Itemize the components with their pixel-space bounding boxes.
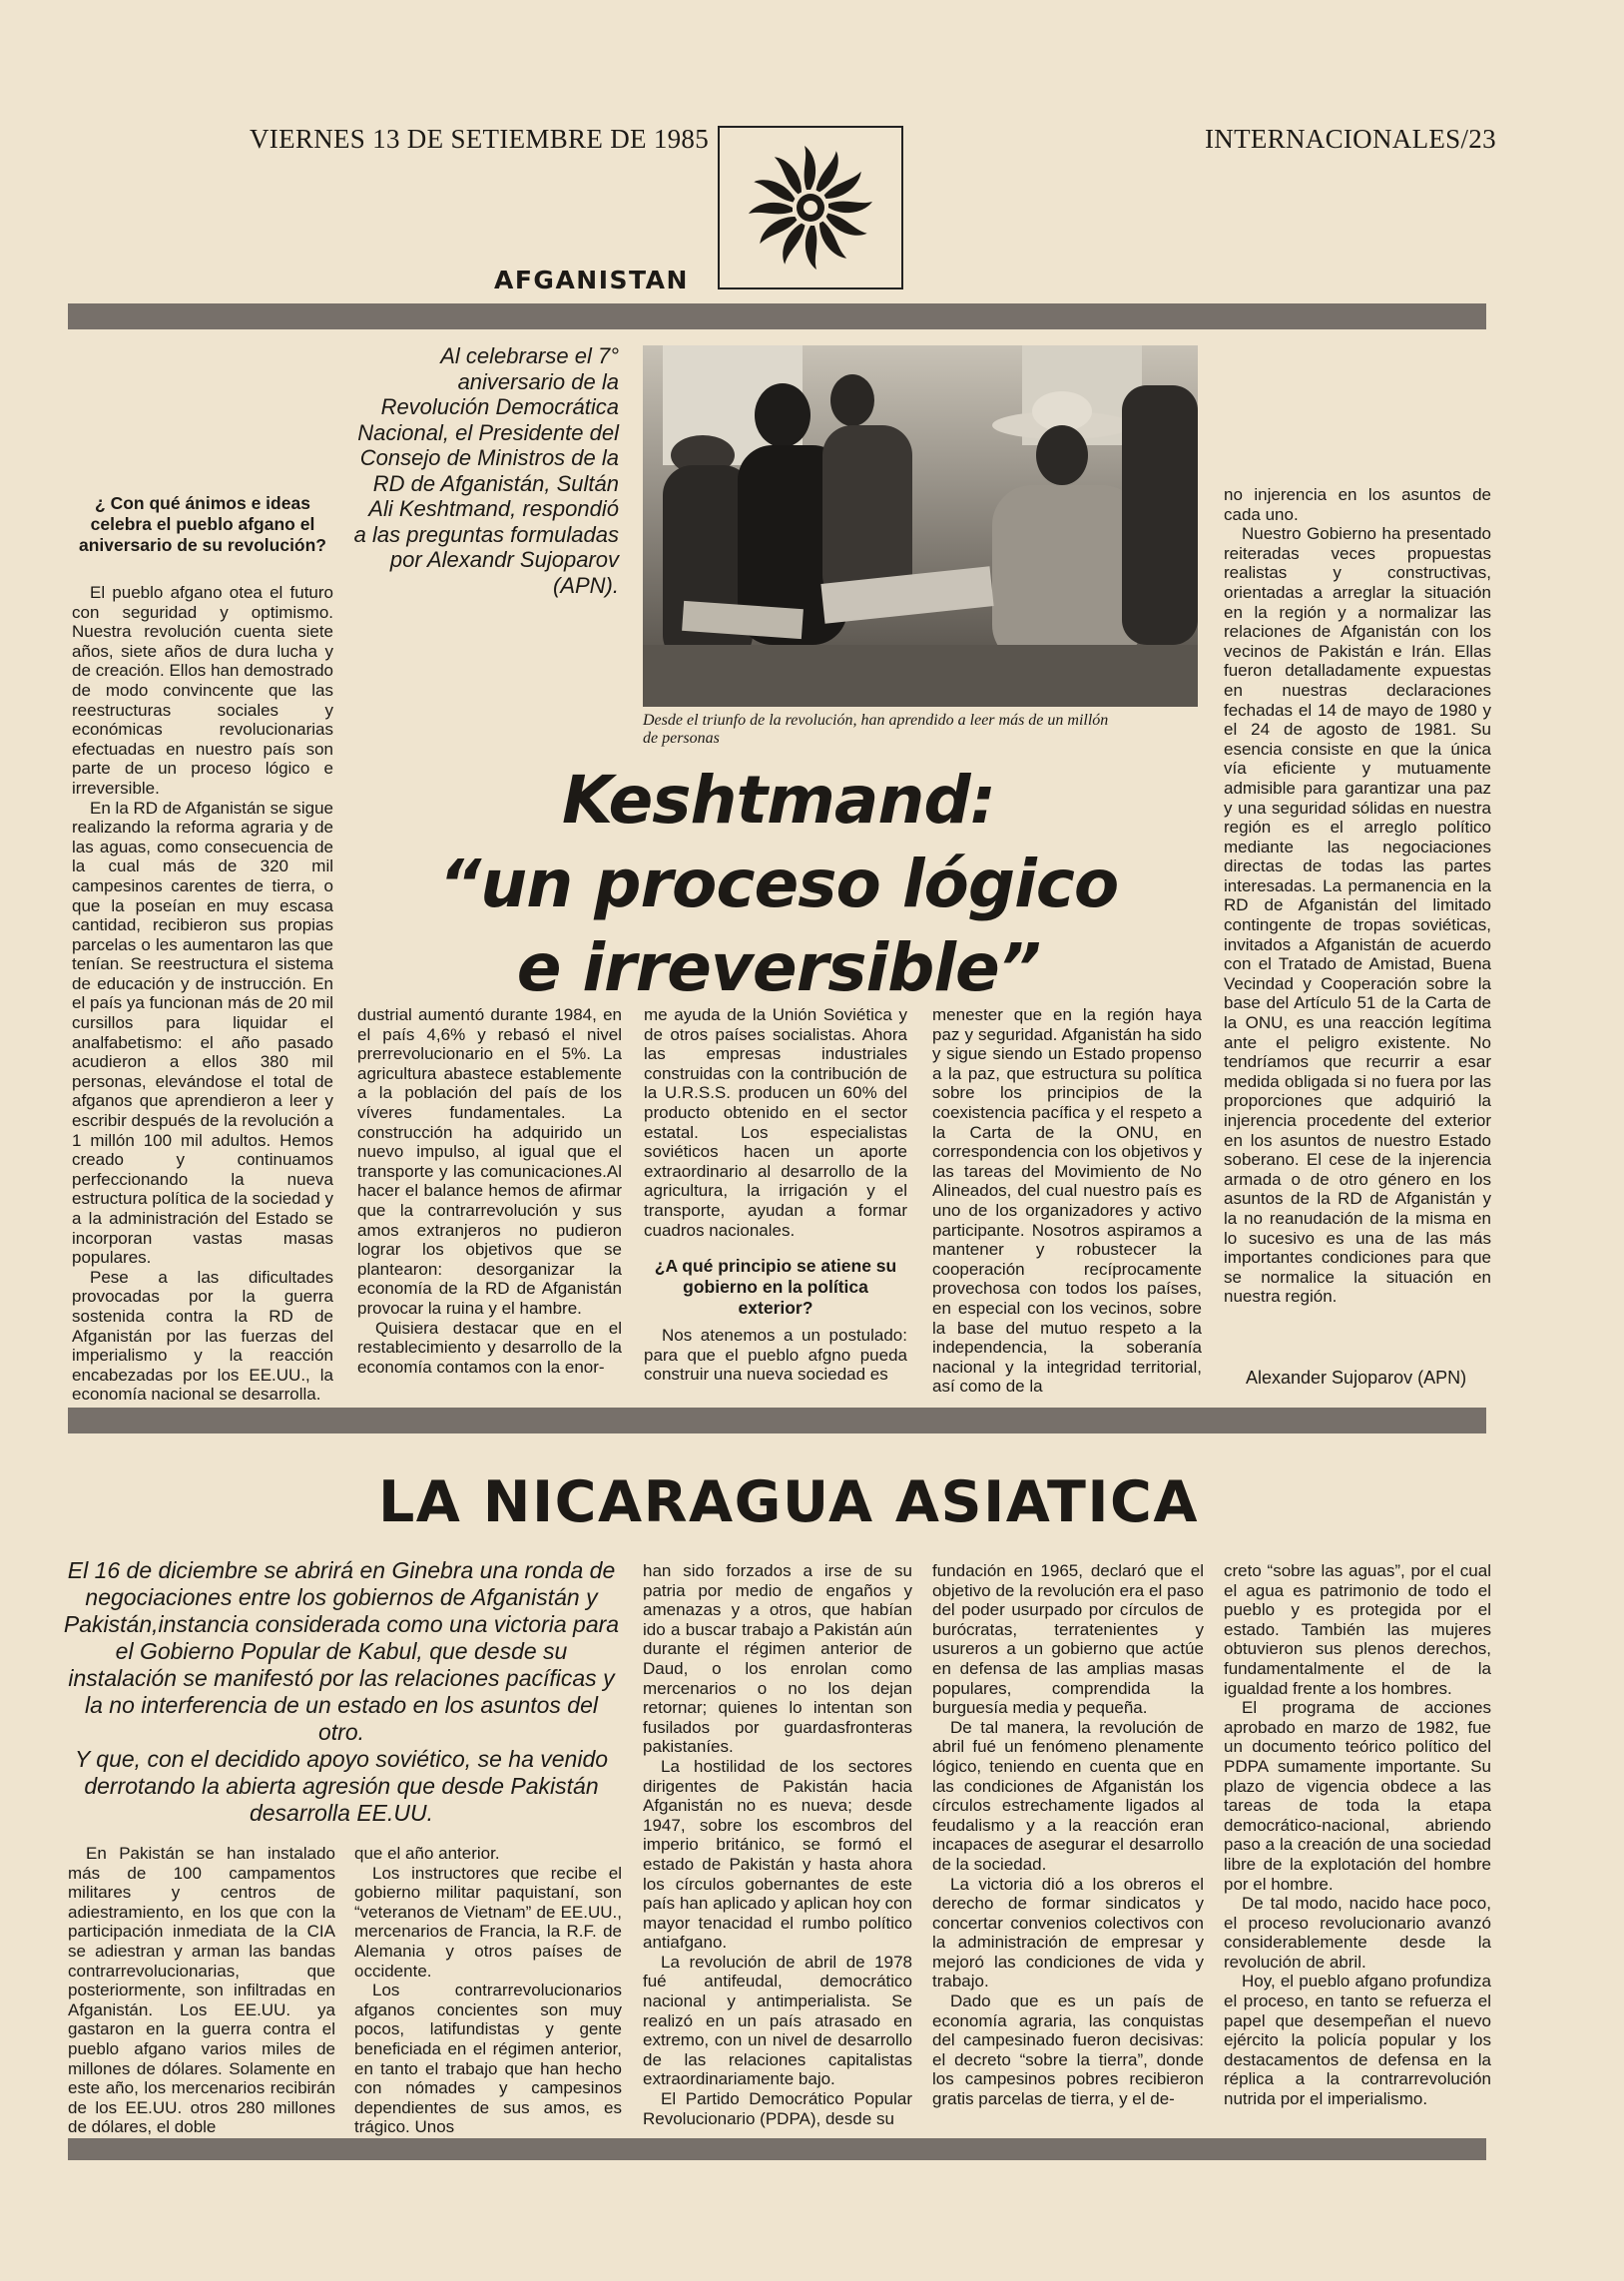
article1-col2 (357, 1005, 622, 1397)
article2-col2 (354, 1844, 622, 2137)
paragraph: Los contrarrevolucionarios afganos concientes son muy pocos, latifundistas y gente beneficiada en el régimen anterior, en tanto el trabajo que han hecho con nómades y campesinos dependientes de sus amos, es trágico. Unos (354, 1981, 622, 2137)
paragraph: Hoy, el pueblo afgano profundiza el proceso, en tanto se refuerza el papel que desempeñan el nuevo ejército la policía popular y los destacamentos de defensa en la réplica a la contrarrevolución nutrida por el imperialismo. (1224, 1972, 1491, 2109)
article2-col4 (932, 1561, 1204, 2133)
lead-paragraph: El 16 de diciembre se abrirá en Ginebra una ronda de negociaciones entre los gobiernos de Afganistán y Pakistán,instancia considerada como una victoria para el Gobierno Popular de Kabul, que desde su instalación se manifestó por las relaciones pacíficas y la no interferencia de un estado en los asuntos del otro. (63, 1557, 620, 1745)
paragraph: Los instructores que recibe el gobierno militar paquistaní, son “veteranos de Vietnam” de EE.UU., mercenarios de Francia, la R.F. de Alemania y otros países de occidente. (354, 1863, 622, 1981)
paragraph: El programa de acciones aprobado en marzo de 1982, fue un documento teórico político del PDPA sumamente importante. Su plazo de vigencia obdece a las tareas de toda la etapa democrático-nacional, abriendo paso a la creación de una sociedad libre de la explotación del hombre por el hombre. (1224, 1698, 1491, 1894)
article2-col5 (1224, 1561, 1491, 2133)
paragraph: En la RD de Afganistán se sigue realizando la reforma agraria y de las aguas, como consecuencia de la cual más de 320 mil campesinos carentes de tierra, o que la poseían en muy escasa cantidad, recibieron sus propias parcelas o les aumentaron las que tenían. Se reestructura el sistema de educación y de instrucción. En el país ya funcionan más de 20 mil cursillos para liquidar el analfabetismo: el año pasado acudieron a ellos 380 mil personas, elevándose el total de afganos que aprendieron a leer y escribir después de la revolución a 1 millón 100 mil adultos. Hemos creado y continuamos perfeccionando la nueva estructura política de la sociedad y a la administración del Estado se incorporan vastas masas populares. (72, 798, 333, 1268)
paragraph: Dado que es un país de economía agraria, las conquistas del campesinado fueron decisivas: el decreto “sobre la tierra”, donde los campesinos pobres recibieron gratis parcelas de tierra, y el de- (932, 1992, 1204, 2109)
middle-rule (68, 1408, 1486, 1433)
paragraph: creto “sobre las aguas”, por el cual el agua es patrimonio de todo el pueblo y es protegida por el estado. También las mujeres obtuvieron sus plenos derechos, fundamentalmente el de la igualdad frente a los hombres. (1224, 1561, 1491, 1698)
emblem-box (718, 126, 903, 289)
headline-line-2: “un proceso lógico (438, 846, 1119, 922)
paragraph: En Pakistán se han instalado más de 100 campamentos militares y centros de adiestramiento, en los que con la participación inmediata de la CIA se adiestran y arman las bandas contrarrevolucionarias, que posteriormente, son infiltradas en Afganistán. Los EE.UU. ya gastaron en la guerra contra el pueblo afgano varios miles de millones de dólares. Solamente en este año, los mercenarios recibirán de los EE.UU. otros 280 millones de dólares, el doble (68, 1844, 335, 2137)
headline-line-3: e irreversible” (516, 929, 1041, 1006)
paragraph: menester que en la región haya paz y seguridad. Afganistán ha sido y sigue siendo un Estado propenso a la paz, que estructura su política sobre los principios de la coexistencia pacífica y el respeto a la Carta de la ONU, en correspondencia con los objetivos y las tareas del Movimiento de No Alineados, del cual nuestro país es uno de los organizadores y activo participante. Nosotros aspiramos a mantener y robustecer la cooperación recíprocamente provechosa con todos los países, en especial con los vecinos, sobre la base del mutuo respeto a la independencia, la soberanía nacional y la integridad territorial, así como de la (932, 1005, 1202, 1397)
article1-col1 (72, 583, 333, 1405)
article2-col1 (68, 1844, 335, 2137)
paragraph: El pueblo afgano otea el futuro con seguridad y optimismo. Nuestra revolución cuenta siete años, siete años de dura lucha y de creación. Ellos han demostrado de modo convincente que las reestructuras sociales y económicas revolucionarias efectuadas en nuestro país son parte de un proceso lógico e irreversible. (72, 583, 333, 798)
top-rule (68, 303, 1486, 329)
paragraph: El Partido Democrático Popular Revolucionario (PDPA), desde su (643, 2089, 912, 2128)
article1-col3b (644, 1326, 907, 1396)
paragraph: me ayuda de la Unión Soviética y de otros países socialistas. Ahora las empresas industriales construidas con la contribución de la U.R.S.S. producen un 60% del producto obtenido en el sector estatal. Los especialistas soviéticos hacen un aporte extraordinario al desarrollo de la agricultura, la irrigación y el transporte, ayudan a formar cuadros nacionales. (644, 1005, 907, 1240)
country-label: AFGANISTAN (494, 266, 689, 294)
article-photo (643, 345, 1198, 707)
article2-lead (62, 1557, 621, 1827)
byline: Alexander Sujoparov (APN) (1246, 1368, 1467, 1388)
bottom-rule (68, 2138, 1486, 2160)
paragraph: La revolución de abril de 1978 fué antifeudal, democrático nacional y antimperialista. Se realizó en un país atrasado en extremo, con un nivel de desarrollo de las relaciones capitalistas extraordinariamente bajo. (643, 1952, 912, 2089)
section-page: INTERNACIONALES/23 (1205, 124, 1496, 154)
paragraph: Quisiera destacar que en el restablecimiento y desarrollo de la economía contamos con la enor- (357, 1318, 622, 1377)
paragraph: De tal modo, nacido hace poco, el proceso revolucionario avanzó considerablemente desde la revolución de abril. (1224, 1894, 1491, 1972)
paragraph: De tal manera, la revolución de abril fué un fenómeno plenamente lógico, teniendo en cuenta que en las condiciones de Afganistán los círculos estrechamente ligados al feudalismo y a la reacción eran incapaces de asegurar el desarrollo de la sociedad. (932, 1717, 1204, 1874)
article-headline (359, 759, 1198, 1010)
paragraph: La hostilidad de los sectores dirigentes de Pakistán hacia Afganistán no es nueva; desde 1947, sobre los escombros del imperio británico, se formó el estado de Pakistán y hasta ahora los círculos gobernantes de este país han aplicado y aplican hoy con mayor tenacidad el rumbo político antiafgano. (643, 1756, 912, 1953)
paragraph: Pese a las dificultades provocadas por la guerra sostenida contra la RD de Afganistán por las fuerzas del imperialismo y la reacción encabezadas por los EE.UU., la economía nacional se desarrolla. (72, 1267, 333, 1405)
paragraph: La victoria dió a los obreros el derecho de formar sindicatos y concertar convenios colectivos con la administración de empresar y mejoró las condiciones de vida y trabajo. (932, 1874, 1204, 1992)
revolution-emblem-icon (720, 128, 901, 287)
paragraph: fundación en 1965, declaró que el objetivo de la revolución era el paso del poder usurpado por círculos de burócratas, terratenientes y usureros a un gobierno que actúe en defensa de las amplias masas populares, comprendida la burguesía media y pequeña. (932, 1561, 1204, 1718)
paragraph: que el año anterior. (354, 1844, 500, 1863)
article1-col5 (1224, 485, 1491, 1314)
article1-col3 (644, 1005, 907, 1240)
issue-date: VIERNES 13 DE SETIEMBRE DE 1985 (250, 124, 710, 154)
article-intro: Al celebrarse el 7° aniversario de la Revolución Democrática Nacional, el Presidente del Consejo de Ministros de la RD de Afganistán, Sultán Ali Keshtmand, respondió a las preguntas formuladas por Alexandr Sujoparov (APN). (353, 343, 619, 598)
paragraph: Nuestro Gobierno ha presentado reiteradas veces propuestas realistas y constructivas, orientadas a arreglar la situación en la región y a normalizar las relaciones de Afganistán con los vecinos de Pakistán e Irán. Ellas fueron detalladamente expuestas en nuestras declaraciones fechadas el 14 de mayo de 1980 y el 24 de agosto de 1981. Su esencia consiste en que la única vía eficiente y mutuamente admisible para garantizar una paz y una seguridad sólidas en nuestra región es el arreglo político mediante las negociaciones directas de todas las partes interesadas. La permanencia en la RD de Afganistán del limitado contingente de tropas soviéticas, invitados a Afganistán de acuerdo con el Tratado de Amistad, Buena Vecindad y Cooperación sobre la base del Artículo 51 de la Carta de la ONU, es una reacción legítima ante el peligro existente. No tendríamos que recurrir a esar medida obligada si no fuera por las proporciones que adquirió la injerencia procedente del exterior en los asuntos de nuestro Estado soberano. El cese de la injerencia armada o de otro género en los asuntos de la RD de Afganistán y la no reanudación de la misma en lo sucesivo es una de las más importantes condiciones para que se normalice la situación en nuestra región. (1224, 524, 1491, 1307)
question-1: ¿ Con qué ánimos e ideas celebra el pueblo afgano el aniversario de su revolución? (79, 493, 326, 555)
paragraph: dustrial aumentó durante 1984, en el país 4,6% y rebasó el nivel prerrevolucionario en el 5%. La agricultura abastece establemente a la población del país de los víveres fundamentales. La construcción ha adquirido un nuevo impulso, al igual que el transporte y las comunicaciones.Al hacer el balance hemos de afirmar que la contrarrevolución y sus amos extranjeros no pudieron lograr los objetivos que se plantearon: desorganizar la economía de la RD de Afganistán provocar la ruina y el hambre. (357, 1005, 622, 1318)
article2-headline: LA NICARAGUA ASIATICA (377, 1469, 1199, 1535)
article2-col3 (643, 1561, 912, 2133)
question-2: ¿A qué principio se atiene su gobierno en la política exterior? (654, 1256, 897, 1318)
headline-line-1: Keshtmand: (561, 762, 996, 839)
photo-caption: Desde el triunfo de la revolución, han aprendido a leer más de un millón de personas (643, 712, 1109, 747)
lead-paragraph: Y que, con el decidido apoyo soviético, se ha venido derrotando la abierta agresión que desde Pakistán desarrolla EE.UU. (74, 1746, 609, 1826)
paragraph: Nos atenemos a un postulado: para que el pueblo afgno pueda construir una nueva sociedad es (644, 1326, 907, 1385)
paragraph: no injerencia en los asuntos de cada uno. (1224, 485, 1491, 524)
article1-col4 (932, 1005, 1202, 1397)
classroom-photo (643, 345, 1198, 707)
paragraph: han sido forzados a irse de su patria por medio de engaños y amenazas y a otros, que habían ido a buscar trabajo a Pakistán aún durante el régimen anterior de Daud, o los enrolan como mercenarios o no los dejan retornar; quienes lo intentan son fusilados por guardasfronteras pakistaníes. (643, 1561, 912, 1757)
